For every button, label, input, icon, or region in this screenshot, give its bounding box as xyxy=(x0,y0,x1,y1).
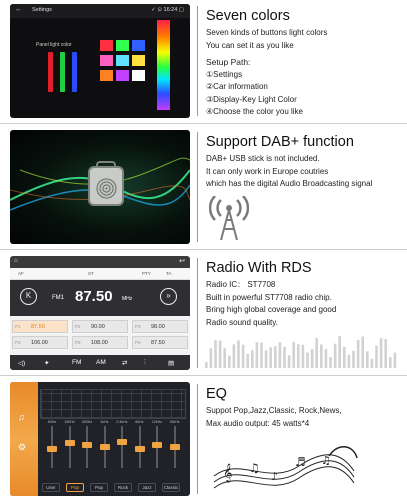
equalizer-bars-graphic xyxy=(197,332,402,370)
eq-bar-graphic xyxy=(210,348,213,368)
af-flag[interactable]: AF xyxy=(18,271,24,276)
eq-band-slider[interactable] xyxy=(116,426,128,468)
text-line: ①Settings xyxy=(206,69,243,79)
eq-bar-graphic xyxy=(384,339,387,368)
svg-text:𝄞: 𝄞 xyxy=(223,463,233,482)
section-title: EQ xyxy=(206,386,227,402)
text-line: Setup Path: xyxy=(206,57,251,67)
eq-bar-graphic xyxy=(292,342,295,368)
tuner-display xyxy=(10,280,190,316)
text-line: It can only work in Europe coutries xyxy=(206,166,329,176)
seek-prev-button[interactable]: K xyxy=(20,288,37,305)
eq-bar-graphic xyxy=(237,340,240,368)
fm-button[interactable]: FM xyxy=(72,359,82,366)
color-swatch[interactable] xyxy=(132,55,145,66)
section-title: Radio With RDS xyxy=(206,260,312,276)
eq-bar-graphic xyxy=(214,340,217,368)
frequency-display: 87.50 xyxy=(75,288,113,305)
color-swatch[interactable] xyxy=(116,40,129,51)
eq-screenshot xyxy=(10,382,190,496)
home-icon: ⌂ xyxy=(14,258,18,264)
preset-button[interactable] xyxy=(12,320,68,333)
preset-value: 87.50 xyxy=(151,339,165,346)
section-title: Support DAB+ function xyxy=(206,134,354,150)
eq-bar-graphic xyxy=(205,362,208,368)
seek-next-button[interactable]: » xyxy=(160,288,177,305)
eq-band-slider[interactable] xyxy=(151,426,163,468)
eq-slider-track xyxy=(121,426,123,468)
text-line: ④Choose the color you like xyxy=(206,107,303,116)
text-line: Seven kinds of buttons light colors xyxy=(206,28,328,37)
back-arrow-icon: ← xyxy=(15,6,22,13)
eq-preset-button[interactable]: Pop xyxy=(66,483,84,492)
equalizer-icon[interactable]: ⫶ xyxy=(144,359,146,366)
eq-bar-graphic xyxy=(366,351,369,368)
radio-flags xyxy=(10,268,190,280)
preset-id: P1 xyxy=(15,324,21,329)
eq-band-label: 15kHz xyxy=(169,420,180,424)
preset-value: 108.00 xyxy=(91,339,108,346)
rgb-sliders xyxy=(48,52,88,92)
text-line: Bring high global coverage and good xyxy=(206,305,337,314)
divider-line xyxy=(197,384,198,494)
color-swatch[interactable] xyxy=(132,40,145,51)
eq-band-label: 1kHz xyxy=(100,420,109,424)
volume-icon[interactable]: ◁) xyxy=(18,360,26,367)
eq-bar-graphic xyxy=(279,342,282,368)
preset-value: 106.00 xyxy=(31,339,48,346)
eq-slider-knob[interactable] xyxy=(135,446,145,452)
eq-curve-graph xyxy=(40,389,186,419)
eq-bar-graphic xyxy=(343,347,346,368)
eq-band-label: 6kHz xyxy=(135,420,144,424)
section-text xyxy=(206,279,336,329)
radio-handle-icon xyxy=(96,161,116,167)
broadcast-antenna-icon xyxy=(209,196,249,242)
eq-bar-graphic xyxy=(269,347,272,368)
eq-band-slider[interactable] xyxy=(99,426,111,468)
section-eq xyxy=(0,378,407,500)
eq-bar-graphic xyxy=(242,345,245,368)
preset-id: P5 xyxy=(75,340,81,345)
eq-slider-knob[interactable] xyxy=(47,446,57,452)
sound-icon: ♫ xyxy=(18,412,25,422)
eq-bar-graphic xyxy=(361,337,364,368)
music-notes-icon xyxy=(209,436,359,496)
eq-band-slider[interactable] xyxy=(169,426,181,468)
preset-button[interactable] xyxy=(72,320,128,333)
eq-bar-graphic xyxy=(306,353,309,368)
red-slider xyxy=(48,52,53,92)
eq-bar-graphic xyxy=(223,348,226,368)
frequency-unit: MHz xyxy=(122,296,133,302)
eq-bar-graphic xyxy=(389,357,392,368)
band-label: FM1 xyxy=(52,295,64,301)
eq-bar-graphic xyxy=(375,346,378,368)
eq-bar-graphic xyxy=(283,347,286,368)
eq-bar-graphic xyxy=(371,359,374,368)
text-line: Suppot Pop,Jazz,Classic, Rock,News, xyxy=(206,406,342,415)
eq-slider-track xyxy=(69,426,71,468)
eq-bar-graphic xyxy=(256,342,259,368)
eq-bar-graphic xyxy=(348,355,351,368)
preset-id: P3 xyxy=(135,324,141,329)
color-swatch[interactable] xyxy=(100,40,113,51)
section-radio-rds xyxy=(0,252,407,374)
section-text xyxy=(206,27,327,119)
eq-bar-graphic xyxy=(380,338,383,368)
section-seven-colors xyxy=(0,0,407,122)
eq-bar-graphic xyxy=(288,355,291,368)
back-icon: ↩ xyxy=(179,258,185,265)
eq-bar-graphic xyxy=(274,346,277,368)
section-text xyxy=(206,153,372,191)
preset-value: 87.50 xyxy=(31,323,45,330)
eq-bar-graphic xyxy=(297,344,300,368)
eq-preset-button[interactable]: User xyxy=(42,483,60,492)
eq-band-slider[interactable] xyxy=(46,426,58,468)
preset-value: 90.00 xyxy=(91,323,105,330)
radio-screenshot xyxy=(10,256,190,370)
color-swatch[interactable] xyxy=(100,55,113,66)
status-title: Settings xyxy=(32,7,52,13)
eq-bar-graphic xyxy=(338,336,341,368)
am-button[interactable]: AM xyxy=(96,359,106,366)
eq-band-label: 150Hz xyxy=(64,420,75,424)
preset-id: P4 xyxy=(15,340,21,345)
eq-slider-knob[interactable] xyxy=(100,444,110,450)
radio-icon xyxy=(88,166,124,206)
text-line: Built in powerful ST7708 radio chip. xyxy=(206,292,332,302)
svg-text:♬: ♬ xyxy=(295,455,306,469)
preset-button[interactable] xyxy=(132,320,188,333)
section-text xyxy=(206,405,342,430)
eq-slider-knob[interactable] xyxy=(82,442,92,448)
eq-slider-knob[interactable] xyxy=(117,439,127,445)
eq-slider-knob[interactable] xyxy=(170,444,180,450)
eq-bar-graphic xyxy=(246,354,249,368)
eq-bar-graphic xyxy=(228,356,231,368)
scan-icon[interactable]: ✦ xyxy=(44,360,50,367)
text-line: Radio sound quality. xyxy=(206,317,278,327)
eq-band-label: 400Hz xyxy=(81,420,93,424)
eq-band-label: 60Hz xyxy=(47,420,57,424)
status-bar xyxy=(10,4,190,18)
blue-slider xyxy=(72,52,77,92)
dab-image xyxy=(10,130,190,244)
eq-bar-graphic xyxy=(311,349,314,368)
color-swatch[interactable] xyxy=(116,70,129,81)
eq-preset-button[interactable]: Jazz xyxy=(138,483,156,492)
eq-bar-graphic xyxy=(265,350,268,368)
section-divider xyxy=(0,249,407,250)
text-line: ③Display-Key Light Color xyxy=(206,94,297,104)
eq-bar-graphic xyxy=(352,351,355,368)
panel-light-label: Panel light color xyxy=(36,42,72,48)
eq-preset-button[interactable]: Classic xyxy=(163,485,179,490)
section-dab xyxy=(0,126,407,248)
divider-line xyxy=(197,6,198,116)
svg-text:♫: ♫ xyxy=(321,454,331,467)
eq-bar-graphic xyxy=(357,340,360,368)
eq-slider-knob[interactable] xyxy=(65,440,75,446)
preset-id: P6 xyxy=(135,340,141,345)
speaker-grill-icon xyxy=(96,178,117,199)
divider-line xyxy=(197,132,198,242)
pty-flag[interactable]: PTY xyxy=(142,271,151,276)
preset-button[interactable] xyxy=(132,336,188,349)
eq-band-label: 12kHz xyxy=(151,420,163,424)
list-icon[interactable]: ▤ xyxy=(168,360,175,367)
eq-bar-graphic xyxy=(329,357,332,368)
eq-bar-graphic xyxy=(233,344,236,368)
eq-sidebar xyxy=(10,382,38,496)
status-bar xyxy=(10,256,190,268)
eq-band-slider[interactable] xyxy=(64,426,76,468)
section-title: Seven colors xyxy=(206,8,290,24)
eq-bar-graphic xyxy=(302,345,305,368)
color-swatch[interactable] xyxy=(100,70,113,81)
eq-bar-graphic xyxy=(320,344,323,368)
radio-toolbar xyxy=(10,355,190,370)
eq-preset-button[interactable]: Pop xyxy=(90,483,108,492)
eq-slider-knob[interactable] xyxy=(152,442,162,448)
text-line: You can set it as you like xyxy=(206,40,294,50)
eq-bar-graphic xyxy=(260,343,263,368)
preset-button[interactable] xyxy=(72,336,128,349)
eq-band-slider[interactable] xyxy=(134,426,146,468)
st-flag[interactable]: ST xyxy=(88,271,94,276)
status-icons: ✓ ⊙ 16:24 ▢ xyxy=(151,7,184,13)
eq-band-label: 2.4kHz xyxy=(116,420,128,424)
swap-icon[interactable]: ⇄ xyxy=(122,360,128,367)
text-line: ②Car information xyxy=(206,82,268,91)
eq-band-slider[interactable] xyxy=(81,426,93,468)
eq-bar-graphic xyxy=(251,350,254,368)
green-slider xyxy=(60,52,65,92)
eq-bar-graphic xyxy=(325,349,328,368)
svg-text:♪: ♪ xyxy=(271,470,279,483)
eq-bar-graphic xyxy=(219,340,222,368)
section-divider xyxy=(0,375,407,376)
settings-icon: ⚙ xyxy=(18,442,27,452)
section-divider xyxy=(0,123,407,124)
ta-flag[interactable]: TA xyxy=(166,271,172,276)
eq-bar-graphic xyxy=(394,353,397,368)
text-line: Max audio output: 45 watts*4 xyxy=(206,418,310,428)
text-line: DAB+ USB stick is not included. xyxy=(206,154,320,163)
settings-screenshot xyxy=(10,4,190,118)
color-spectrum-bar xyxy=(157,20,170,110)
eq-bar-graphic xyxy=(315,338,318,368)
preset-value: 98.00 xyxy=(151,323,165,330)
text-line: Radio IC： ST7708 xyxy=(206,280,276,289)
eq-preset-button[interactable]: Rock xyxy=(114,483,132,492)
color-swatch[interactable] xyxy=(132,70,145,81)
eq-bar-graphic xyxy=(334,344,337,368)
text-line: which has the digital Audio Broadcasting signal xyxy=(206,179,373,188)
color-swatch[interactable] xyxy=(116,55,129,66)
preset-id: P2 xyxy=(75,324,81,329)
color-swatches xyxy=(100,40,146,98)
preset-button[interactable] xyxy=(12,336,68,349)
svg-text:♫: ♫ xyxy=(249,461,260,475)
